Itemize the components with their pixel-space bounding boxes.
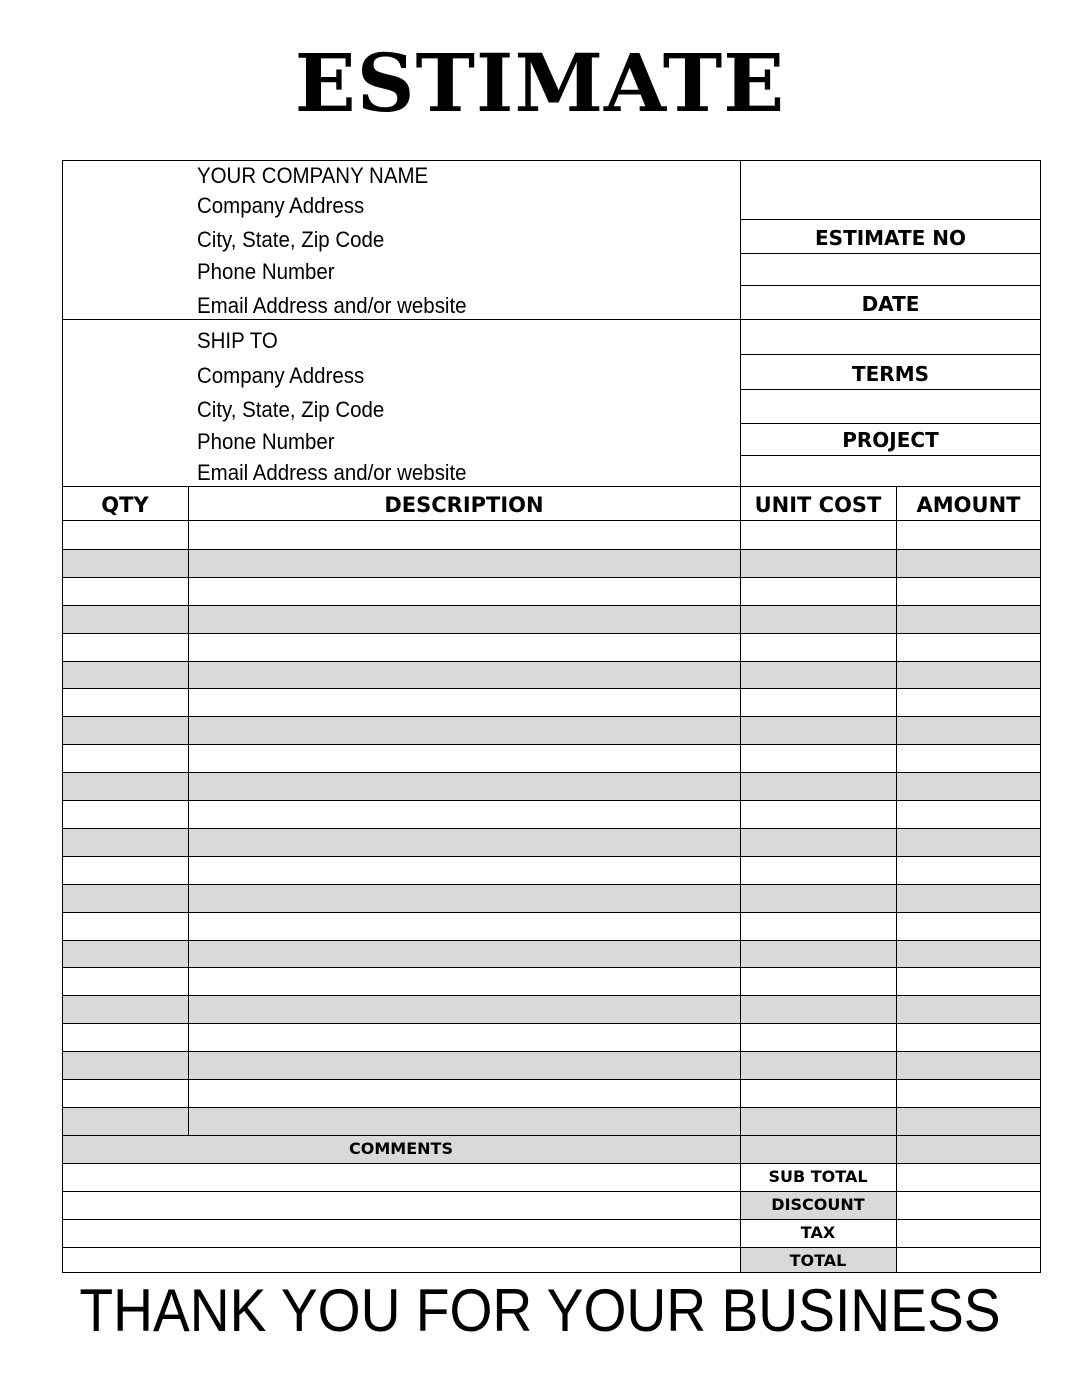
row-line [62, 1079, 1041, 1080]
field-line [740, 354, 1041, 355]
company-phone: Phone Number [197, 259, 335, 284]
ship-to-city: City, State, Zip Code [197, 397, 385, 422]
ship-to-heading: SHIP TO [197, 328, 278, 353]
row-line [62, 1107, 1041, 1108]
row-line [62, 577, 1041, 578]
row-line [62, 884, 1041, 885]
row-line [62, 605, 1041, 606]
thank-you-footer: THANK YOU FOR YOUR BUSINESS [79, 1277, 1001, 1344]
comments-label: COMMENTS [349, 1139, 453, 1158]
discount-label: DISCOUNT [771, 1195, 865, 1214]
total-label: TOTAL [789, 1251, 847, 1270]
row-line [62, 633, 1041, 634]
description-header: DESCRIPTION [384, 493, 544, 517]
divider-line [62, 319, 740, 320]
row-line [62, 1023, 1041, 1024]
project-label: PROJECT [842, 428, 939, 452]
row-line [62, 549, 1041, 550]
divider-line [62, 486, 1041, 487]
date-label: DATE [861, 292, 920, 316]
tax-label: TAX [800, 1223, 836, 1242]
row-line [62, 995, 1041, 996]
row-line [62, 912, 1041, 913]
row-line [62, 800, 1041, 801]
row-line [62, 856, 1041, 857]
column-line [188, 486, 189, 1135]
row-line [62, 772, 1041, 773]
unit-cost-header: UNIT COST [754, 493, 882, 517]
company-city: City, State, Zip Code [197, 227, 385, 252]
row-line [62, 661, 1041, 662]
column-line [896, 486, 897, 1273]
row-line [62, 688, 1041, 689]
subtotal-label: SUB TOTAL [768, 1167, 868, 1186]
row-line [62, 940, 1041, 941]
ship-to-phone: Phone Number [197, 429, 335, 454]
row-line [62, 828, 1041, 829]
field-line [740, 285, 1041, 286]
estimate-no-label: ESTIMATE NO [815, 226, 966, 250]
company-name: YOUR COMPANY NAME [197, 163, 429, 188]
amount-header: AMOUNT [916, 493, 1021, 517]
qty-header: QTY [101, 493, 149, 517]
ship-to-email: Email Address and/or website [197, 460, 467, 485]
row-line [62, 716, 1041, 717]
terms-label: TERMS [851, 362, 929, 386]
row-line [62, 967, 1041, 968]
row-line [62, 744, 1041, 745]
document-title: ESTIMATE [294, 36, 786, 130]
company-address: Company Address [197, 193, 365, 218]
field-line [740, 219, 1041, 220]
row-line [62, 1051, 1041, 1052]
company-email: Email Address and/or website [197, 293, 467, 318]
ship-to-address: Company Address [197, 363, 365, 388]
